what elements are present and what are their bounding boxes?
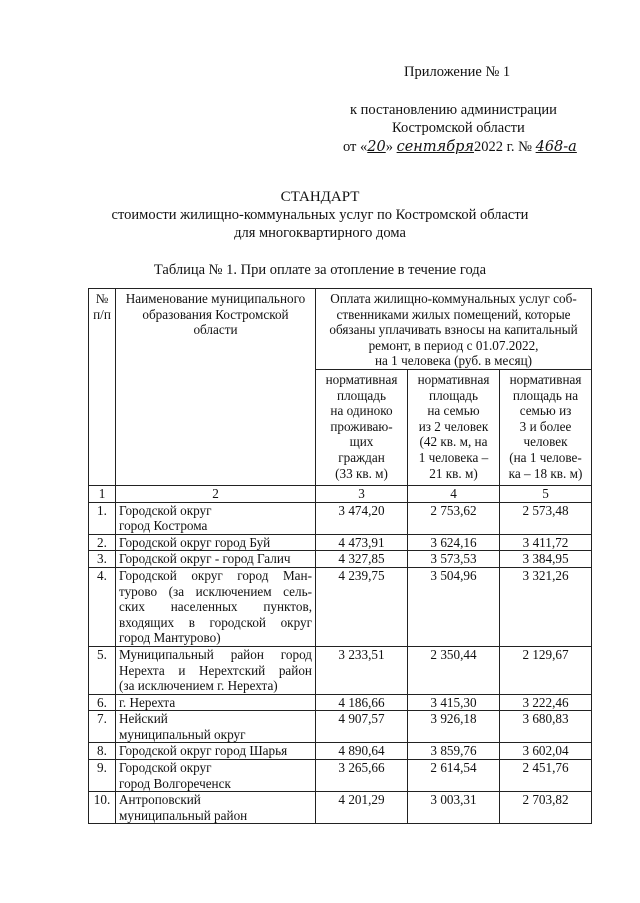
row-number: 5. [89, 646, 116, 694]
header-subcol-2: нормативная площадь на семью из 2 человек (42 кв. м, на 1 человека – 21 кв. м) [408, 369, 500, 485]
header-col-name: Наименование муниципального образования Костромской области [116, 289, 316, 486]
table-row [89, 502, 592, 534]
municipality-name: Муниципальный район город Нерехта и Нерехтский район (за исключением г. Нерехта) [116, 646, 316, 694]
cost-value-col-3: 3 265,66 [316, 760, 408, 792]
cost-value-col-4: 2 614,54 [408, 760, 500, 792]
cost-value-col-4: 2 753,62 [408, 502, 500, 534]
table-row [89, 694, 592, 711]
handwritten-month: сентября [396, 139, 474, 155]
cost-value-col-3: 4 201,29 [316, 792, 408, 824]
cost-value-col-4: 3 504,96 [408, 567, 500, 646]
cost-value-col-5: 2 573,48 [500, 502, 592, 534]
cost-value-col-3: 4 890,64 [316, 743, 408, 760]
index-row [89, 485, 592, 502]
header-subcol-3: нормативная площадь на семью из 3 и более человек (на 1 челове- ка – 18 кв. м) [500, 369, 592, 485]
municipality-name: Городской округ город Шарья [116, 743, 316, 760]
cost-value-col-4: 3 926,18 [408, 711, 500, 743]
municipality-name: Городской округ город Ман- турово (за исключением сель- ских населенных пунктов, входящих в городской округ город Мантурово) [116, 567, 316, 646]
municipality-name: Городской округ город Буй [116, 534, 316, 551]
row-number: 4. [89, 567, 116, 646]
cost-value-col-4: 3 003,31 [408, 792, 500, 824]
cost-value-col-5: 3 411,72 [500, 534, 592, 551]
resolution-date: от «20» сентября2022 г. № 468-а [343, 139, 577, 155]
cost-value-col-4: 3 624,16 [408, 534, 500, 551]
row-number: 3. [89, 551, 116, 568]
municipality-name: г. Нерехта [116, 694, 316, 711]
table-body [89, 289, 592, 824]
table-row [89, 711, 592, 743]
municipality-name: Городской округ город Кострома [116, 502, 316, 534]
index-cell: 3 [316, 485, 408, 502]
cost-value-col-5: 2 703,82 [500, 792, 592, 824]
index-cell: 2 [116, 485, 316, 502]
cost-value-col-5: 3 602,04 [500, 743, 592, 760]
municipality-name: Городской округ - город Галич [116, 551, 316, 568]
index-cell: 1 [89, 485, 116, 502]
cost-value-col-3: 4 239,75 [316, 567, 408, 646]
cost-value-col-3: 4 473,91 [316, 534, 408, 551]
cost-value-col-5: 2 129,67 [500, 646, 592, 694]
document-title: СТАНДАРТ [280, 189, 360, 205]
table-caption: Таблица № 1. При оплате за отопление в течение года [153, 262, 487, 278]
header-col-group: Оплата жилищно-коммунальных услуг соб- ственниками жилых помещений, которые обязаны уплачивать взносы на капитальный ремонт, в период с 01.07.2022, на 1 человека (руб. в месяц) [316, 289, 592, 370]
cost-value-col-3: 4 327,85 [316, 551, 408, 568]
table-row [89, 743, 592, 760]
cost-value-col-3: 3 233,51 [316, 646, 408, 694]
cost-value-col-5: 3 222,46 [500, 694, 592, 711]
cost-value-col-3: 3 474,20 [316, 502, 408, 534]
row-number: 2. [89, 534, 116, 551]
index-cell: 5 [500, 485, 592, 502]
cost-value-col-4: 3 859,76 [408, 743, 500, 760]
cost-value-col-4: 3 415,30 [408, 694, 500, 711]
municipality-name: Городской округ город Волгореченск [116, 760, 316, 792]
document-subtitle-1: стоимости жилищно-коммунальных услуг по Костромской области [111, 207, 529, 223]
table-row [89, 646, 592, 694]
table-row [89, 534, 592, 551]
cost-value-col-5: 3 384,95 [500, 551, 592, 568]
row-number: 1. [89, 502, 116, 534]
document-subtitle-2: для многоквартирного дома [234, 225, 406, 241]
region-label: Костромской области [392, 120, 525, 136]
cost-value-col-5: 3 321,26 [500, 567, 592, 646]
municipality-name: Антропoвский муниципальный район [116, 792, 316, 824]
appendix-label: Приложение № 1 [404, 64, 511, 80]
cost-value-col-3: 4 907,57 [316, 711, 408, 743]
table-row [89, 551, 592, 568]
cost-value-col-4: 2 350,44 [408, 646, 500, 694]
municipality-name: Нейский муниципальный округ [116, 711, 316, 743]
handwritten-number: 468-а [535, 139, 577, 155]
table-row [89, 792, 592, 824]
resolution-label: к постановлению администрации [350, 102, 557, 118]
row-number: 10. [89, 792, 116, 824]
header-col-number: № п/п [89, 289, 116, 486]
index-cell: 4 [408, 485, 500, 502]
table-row [89, 760, 592, 792]
cost-value-col-5: 2 451,76 [500, 760, 592, 792]
cost-table [88, 288, 592, 824]
table-row [89, 567, 592, 646]
cost-value-col-4: 3 573,53 [408, 551, 500, 568]
cost-value-col-5: 3 680,83 [500, 711, 592, 743]
cost-value-col-3: 4 186,66 [316, 694, 408, 711]
handwritten-day: 20 [367, 139, 386, 155]
header-subcol-1: нормативная площадь на одиноко проживаю- щих граждан (33 кв. м) [316, 369, 408, 485]
row-number: 8. [89, 743, 116, 760]
row-number: 6. [89, 694, 116, 711]
row-number: 7. [89, 711, 116, 743]
row-number: 9. [89, 760, 116, 792]
